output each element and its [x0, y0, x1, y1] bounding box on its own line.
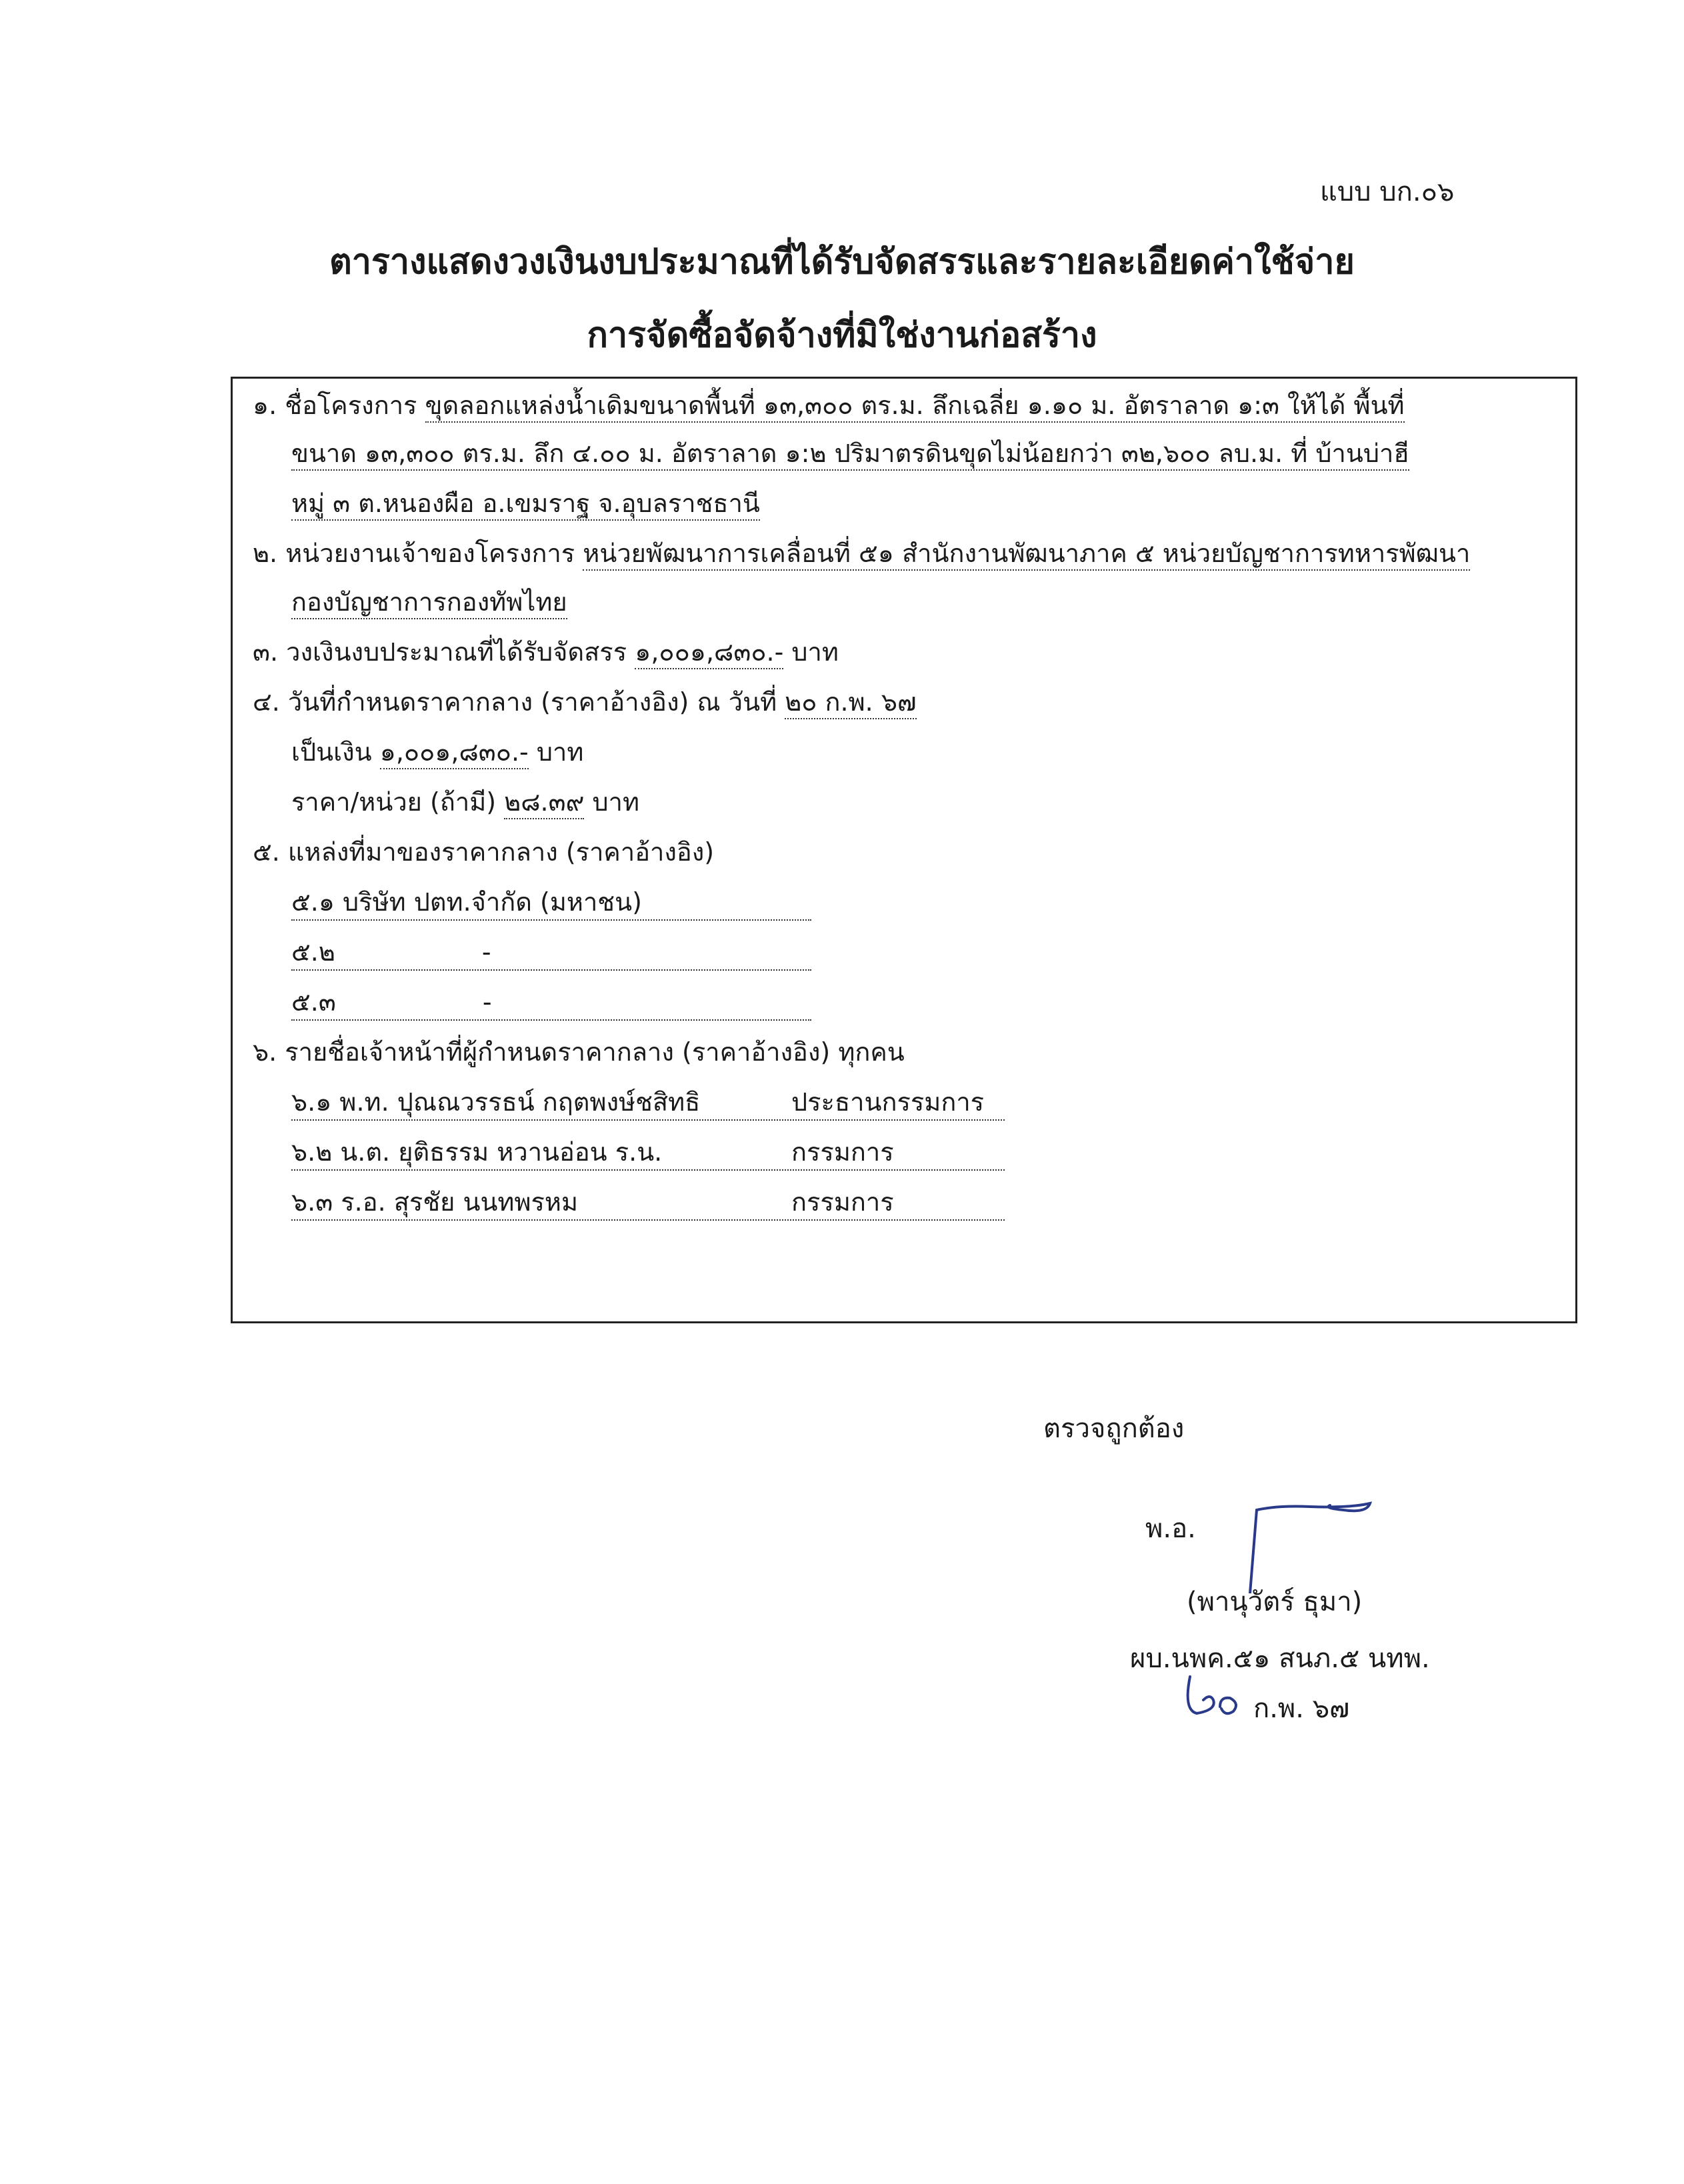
official-field — [291, 1137, 1005, 1171]
form-code: แบบ บก.๐๖ — [1320, 177, 1455, 207]
handwritten-day-mark — [1180, 1670, 1253, 1730]
official-role: กรรมการ — [791, 1187, 894, 1217]
item5-3-value: - — [482, 987, 492, 1017]
item5-3-row — [291, 987, 811, 1021]
item4-label: ๔. วันที่กำหนดราคากลาง (ราคาอ้างอิง) ณ วันที่ — [253, 687, 777, 717]
item4-amount-label: เป็นเงิน — [291, 737, 372, 767]
official-role: กรรมการ — [791, 1137, 894, 1167]
item4-date: ๒๐ ก.พ. ๖๗ — [785, 687, 916, 719]
item5-3-field — [291, 987, 811, 1021]
item4-amount-row — [291, 737, 583, 768]
item4-unit-price-row — [291, 787, 639, 818]
item4-unit-price: ๒๘.๓๙ — [504, 787, 584, 819]
item5-row — [253, 837, 714, 868]
item1-row2 — [291, 439, 1409, 469]
item2-row — [253, 539, 1470, 569]
signature-date: ก.พ. ๖๗ — [1253, 1693, 1350, 1724]
form-box — [231, 377, 1577, 1323]
item1-label: ๑. ชื่อโครงการ — [253, 391, 417, 420]
official-row — [291, 1187, 1005, 1221]
item5-1-row — [291, 887, 811, 921]
item5-2-field — [291, 937, 811, 971]
item6-row — [253, 1037, 905, 1068]
page-subtitle: การจัดซื้อจัดจ้างที่มิใช่งานก่อสร้าง — [587, 315, 1097, 355]
official-row — [291, 1087, 1005, 1121]
official-row — [291, 1137, 1005, 1171]
item1-line2: ขนาด ๑๓,๓๐๐ ตร.ม. ลึก ๔.๐๐ ม. อัตราลาด ๑:๒ ปริมาตรดินขุดไม่น้อยกว่า ๓๒,๖๐๐ ลบ.ม. ที่ บ้านบ่าฮี — [291, 439, 1409, 471]
official-name: ๖.๓ ร.อ. สุรชัย นนทพรหม — [291, 1187, 579, 1217]
item4-amount: ๑,๐๐๑,๘๓๐.- — [380, 737, 529, 769]
signer-position: ผบ.นพค.๕๑ สนภ.๕ นทพ. — [1130, 1643, 1430, 1674]
item5-1: ๕.๑ บริษัท ปตท.จำกัด (มหาชน) — [291, 887, 811, 921]
official-name: ๖.๒ น.ต. ยุติธรรม หวานอ่อน ร.น. — [291, 1137, 663, 1167]
item3-value: ๑,๐๐๑,๘๓๐.- — [635, 637, 783, 669]
item2-label: ๒. หน่วยงานเจ้าของโครงการ — [253, 539, 575, 568]
official-field — [291, 1187, 1005, 1221]
official-field — [291, 1087, 1005, 1121]
verified-label: ตรวจถูกต้อง — [1043, 1413, 1185, 1444]
signature-mark — [1237, 1493, 1383, 1593]
signer-rank: พ.อ. — [1145, 1513, 1196, 1544]
item3-row — [253, 637, 839, 668]
item1-line3: หมู่ ๓ ต.หนองผือ อ.เขมราฐ จ.อุบลราชธานี — [291, 489, 760, 521]
item2-row2 — [291, 587, 567, 618]
official-name: ๖.๑ พ.ท. ปุณณวรรธน์ กฤตพงษ์ชสิทธิ — [291, 1087, 701, 1117]
item5-2-row — [291, 937, 811, 971]
item2-line2: กองบัญชาการกองทัพไทย — [291, 587, 567, 619]
item4-unit-price-label: ราคา/หน่วย (ถ้ามี) — [291, 787, 497, 817]
item6-label: ๖. รายชื่อเจ้าหน้าที่ผู้กำหนดราคากลาง (ราคาอ้างอิง) ทุกคน — [253, 1037, 905, 1067]
item5-label: ๕. แหล่งที่มาของราคากลาง (ราคาอ้างอิง) — [253, 837, 715, 867]
item5-3-label: ๕.๓ — [291, 987, 336, 1017]
item3-unit: บาท — [791, 637, 839, 667]
item3-label: ๓. วงเงินงบประมาณที่ได้รับจัดสรร — [253, 637, 627, 667]
official-role: ประธานกรรมการ — [791, 1087, 985, 1117]
item5-2-value: - — [481, 937, 491, 967]
item1-row — [253, 391, 1405, 421]
item4-amount-unit: บาท — [536, 737, 584, 767]
page-title: ตารางแสดงวงเงินงบประมาณที่ได้รับจัดสรรและรายละเอียดค่าใช้จ่าย — [329, 242, 1355, 282]
signer-name: (พานุวัตร์ ธุมา) — [1187, 1587, 1363, 1617]
item5-2-label: ๕.๒ — [291, 937, 335, 967]
item1-row3 — [291, 489, 760, 519]
item4-row — [253, 687, 917, 718]
item2-line1: หน่วยพัฒนาการเคลื่อนที่ ๕๑ สำนักงานพัฒนาภาค ๕ หน่วยบัญชาการทหารพัฒนา — [583, 539, 1470, 571]
item1-line1: ขุดลอกแหล่งน้ำเดิมขนาดพื้นที่ ๑๓,๓๐๐ ตร.ม. ลึกเฉลี่ย ๑.๑๐ ม. อัตราลาด ๑:๓ ให้ได้ พื้นที่ — [425, 391, 1405, 423]
item4-unit-price-unit: บาท — [592, 787, 640, 817]
